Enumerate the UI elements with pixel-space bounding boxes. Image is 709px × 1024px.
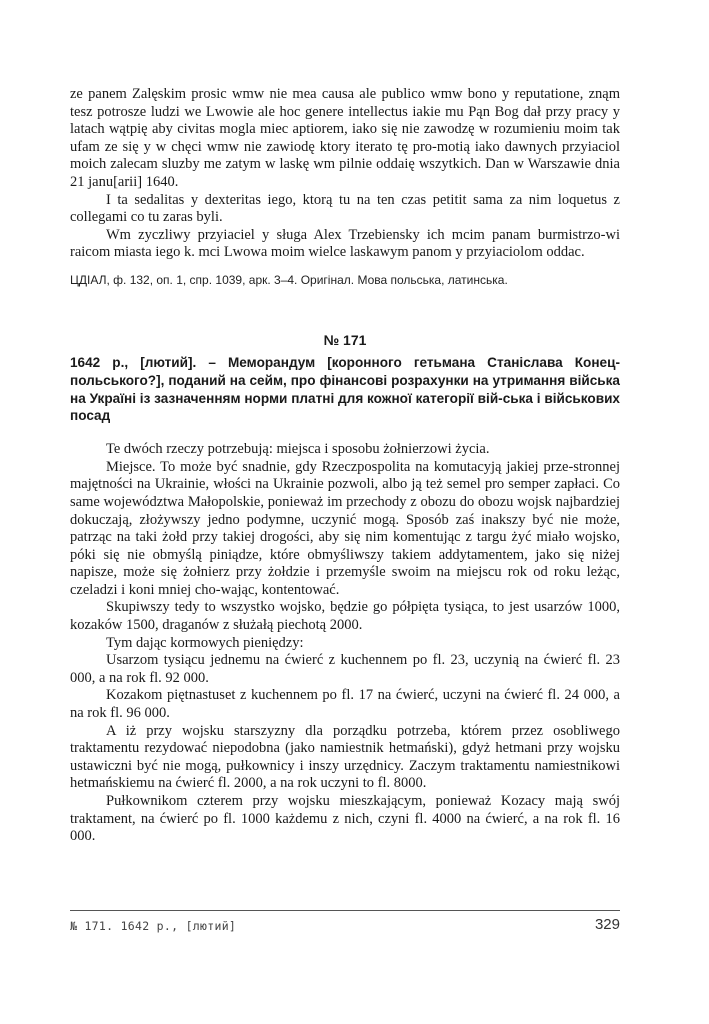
document-paragraph-2: Miejsce. To może być snadnie, gdy Rzeczpospolita na komutacyją jakiej prze-stronnej majętności na Ukrainie, włości na Ukrainie pozwoli, albo ją też semel pro semper zapłaci. Co same województwa Małopolskie, ponieważ im przechody z obozu do obozu wojsk najbardziej dokuczają, złożywszy jedno podymne, uczynić mogą. Sposób zaś inakszy być nie może, patrząc na taki żołd przy takiej drogości, aby się nim komentując z targu żyć miało wojsko, póki się nie obmyślą piniądze, które obmyśliwszy takiem addytamentem, jako się niżej napisze, może się żołnierz przy żołdzie i przemyśle swoim na miejscu rok od roku leżąc, czeladzi i koni mniej cho-wając, kontentować. [70, 458, 620, 598]
document-number: № 171 [323, 331, 367, 348]
document-paragraph-4: Tym dając kormowych pieniędzy: [106, 634, 304, 651]
archival-source-note: ЦДІАЛ, ф. 132, оп. 1, спр. 1039, арк. 3–4. Оригінал. Мова польська, латинська. [70, 272, 508, 287]
document-paragraph-7: A iż przy wojsku starszyzny dla porządku potrzeba, którem przez osobliwego traktamentu rezydować niepodobna (jako namiestnik hetmański), gdyż hetmani przy wojsku ustawiczni być nie mogą, pułkownicy i inszy urzędnicy. Zaczym traktamentu namiestnikowi hetmańskiemu na ćwierć fl. 2000, a na rok uczyni to fl. 8000. [70, 722, 620, 792]
document-paragraph-5: Usarzom tysiącu jednemu na ćwierć z kuchennem po fl. 23, uczynią na ćwierć fl. 23 000, a na rok fl. 92 000. [70, 652, 620, 686]
page-number: 329 [594, 916, 620, 933]
previous-doc-paragraph-1: ze panem Zalęskim prosic wmw nie mea causa ale publico wmw bono y reputatione, znąm tesz potrosze ludzi we Lwowie ale hoc genere intellectus iakie mu Pąn Bog dał przy pracy y latach wątpię aby civitas mogla miec aptiorem, iako się nie zawodzę w rozumieniu moim tak ufam ze się y w chęci wmw nie zawiodę ktory iterato tę pro-motią iako dawnych przyiaciol moich zalecam sluzby me zatym w laskę wm pilnie oddaię wszytkich. Dan w Warszawie dnia 21 janu[arii] 1640. [70, 86, 620, 190]
document-heading: 1642 р., [лютий]. – Меморандум [коронного гетьмана Станіслава Конец-польського?], поданий на сейм, про фінансові розрахунки на утримання війська на Україні із зазначенням норми платні для кожної категорії вій-ська і військових посад [70, 354, 620, 424]
document-paragraph-1: Te dwóch rzeczy potrzebują: miejsca i sposobu żołnierzowi życia. [106, 441, 490, 458]
running-title: № 171. 1642 р., [лютий] [70, 919, 237, 933]
previous-doc-paragraph-3: Wm zyczliwy przyiaciel y sługa Alex Trzebiensky ich mcim panam burmistrzo-wi raicom miasta iego k. mci Lwowa moim wielce laskawym panom y przyiaciolom oddac. [70, 226, 620, 261]
previous-doc-paragraph-2: I ta sedalitas y dexteritas iego, ktorą tu na ten czas petitit sama za nim loquetus z collegami co tu zaras byli. [70, 191, 620, 226]
document-paragraph-3: Skupiwszy tedy to wszystko wojsko, będzie go półpięta tysiąca, to jest usarzów 1000, kozaków 1500, draganów z służałą piechotą 2000. [70, 599, 620, 634]
page-footer [70, 910, 620, 933]
page-body [70, 86, 620, 846]
document-paragraph-6: Kozakom piętnastuset z kuchennem po fl. 17 na ćwierć, uczyni na ćwierć fl. 24 000, a na rok fl. 96 000. [70, 687, 620, 722]
document-paragraph-8: Pułkownikom czterem przy wojsku mieszkającym, ponieważ Kozacy mają swój traktament, na ćwierć po fl. 1000 każdemu z nich, czyni fl. 4000 na ćwierć, a na rok fl. 16 000. [70, 793, 620, 845]
